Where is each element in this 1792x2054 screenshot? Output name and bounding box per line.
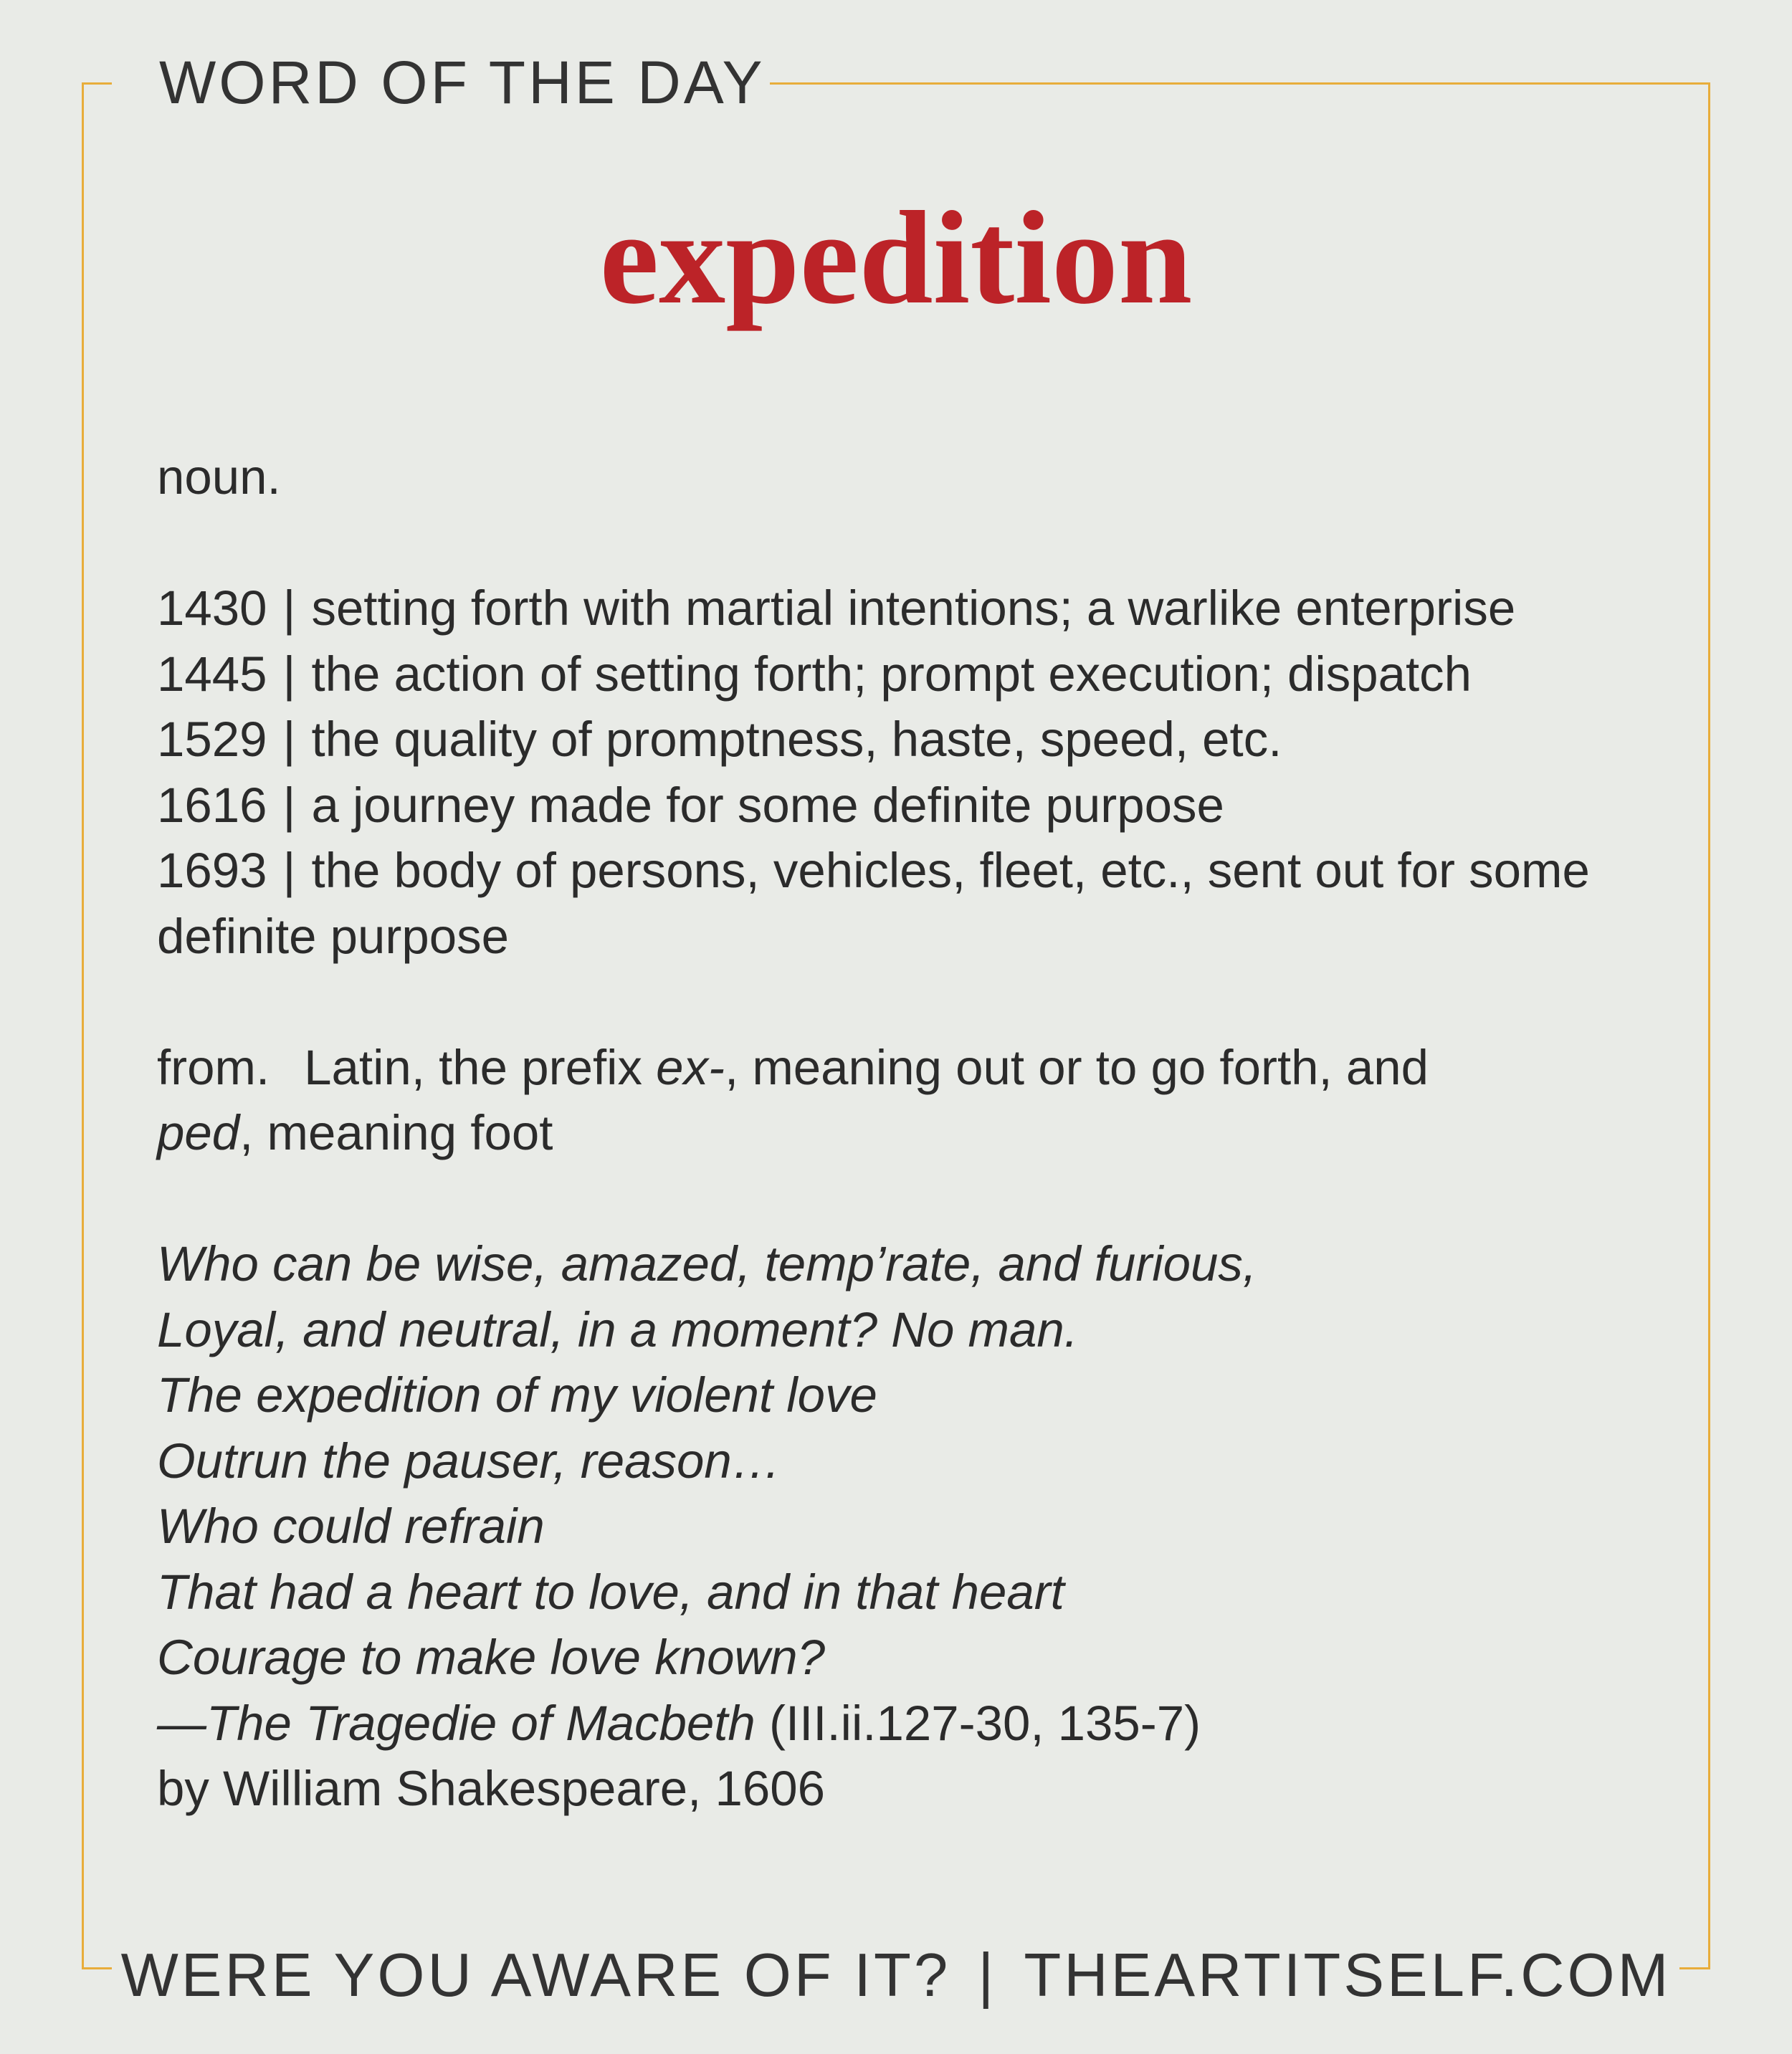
footer-separator: |	[978, 1941, 997, 2010]
sense-item	[157, 773, 1684, 839]
spacer	[157, 969, 1684, 1035]
footer	[0, 1936, 1792, 2015]
sense-year: 1693	[157, 843, 267, 898]
etymology	[157, 1035, 1684, 1166]
entry-content	[157, 444, 1684, 1822]
footer-question: WERE YOU AWARE OF IT?	[120, 1941, 951, 2010]
sense-separator: |	[282, 777, 296, 833]
sense-definition: the body of persons, vehicles, fleet, etc., sent out for some definite purpose	[157, 843, 1590, 964]
etymology-term: ex-	[656, 1039, 725, 1095]
quote-author: by William Shakespeare, 1606	[157, 1761, 825, 1816]
quote-line: Courage to make love known?	[157, 1630, 826, 1685]
sense-separator: |	[282, 712, 296, 767]
sense-year: 1616	[157, 777, 267, 833]
etymology-text: Latin, the prefix	[304, 1039, 657, 1095]
sense-item	[157, 575, 1684, 641]
quotation	[157, 1231, 1684, 1822]
part-of-speech: noun.	[157, 449, 281, 505]
quote-line: Who can be wise, amazed, temp’rate, and furious,	[157, 1236, 1257, 1291]
etymology-term: ped	[157, 1105, 240, 1160]
sense-separator: |	[282, 843, 296, 898]
sense-separator: |	[282, 581, 296, 636]
quote-line: Outrun the pauser, reason…	[157, 1433, 781, 1489]
quote-line: Loyal, and neutral, in a moment? No man.	[157, 1301, 1078, 1357]
sense-year: 1445	[157, 646, 267, 702]
sense-item	[157, 707, 1684, 773]
quote-line: That had a heart to love, and in that heart	[157, 1564, 1064, 1620]
sense-definition: the action of setting forth; prompt execution; dispatch	[311, 646, 1472, 702]
spacer	[157, 1166, 1684, 1232]
quote-source	[157, 1691, 1684, 1757]
quote-source-work: —The Tragedie of Macbeth	[157, 1695, 756, 1751]
etymology-label: from.	[157, 1039, 270, 1095]
quote-source-ref: (III.ii.127-30, 135-7)	[755, 1695, 1201, 1751]
sense-year: 1529	[157, 712, 267, 767]
sense-item	[157, 641, 1684, 707]
senses-list	[157, 575, 1684, 969]
header-label: WORD OF THE DAY	[159, 49, 766, 116]
footer-site: THEARTITSELF.COM	[1024, 1941, 1672, 2010]
sense-definition: setting forth with martial intentions; a warlike enterprise	[311, 581, 1516, 636]
etymology-text: , meaning foot	[239, 1105, 553, 1160]
headword: expedition	[599, 184, 1193, 332]
quote-line: Who could refrain	[157, 1499, 545, 1554]
frame-left	[82, 82, 84, 1969]
quote-line: The expedition of my violent love	[157, 1367, 877, 1423]
frame-right	[1708, 82, 1710, 1969]
sense-year: 1430	[157, 581, 267, 636]
frame-top-right	[770, 82, 1710, 85]
spacer	[157, 510, 1684, 576]
sense-item	[157, 838, 1684, 969]
sense-separator: |	[282, 646, 296, 702]
etymology-text: , meaning out or to go forth, and	[724, 1039, 1429, 1095]
sense-definition: a journey made for some definite purpose	[311, 777, 1224, 833]
frame-top-left	[82, 82, 112, 85]
sense-definition: the quality of promptness, haste, speed, etc.	[311, 712, 1282, 767]
